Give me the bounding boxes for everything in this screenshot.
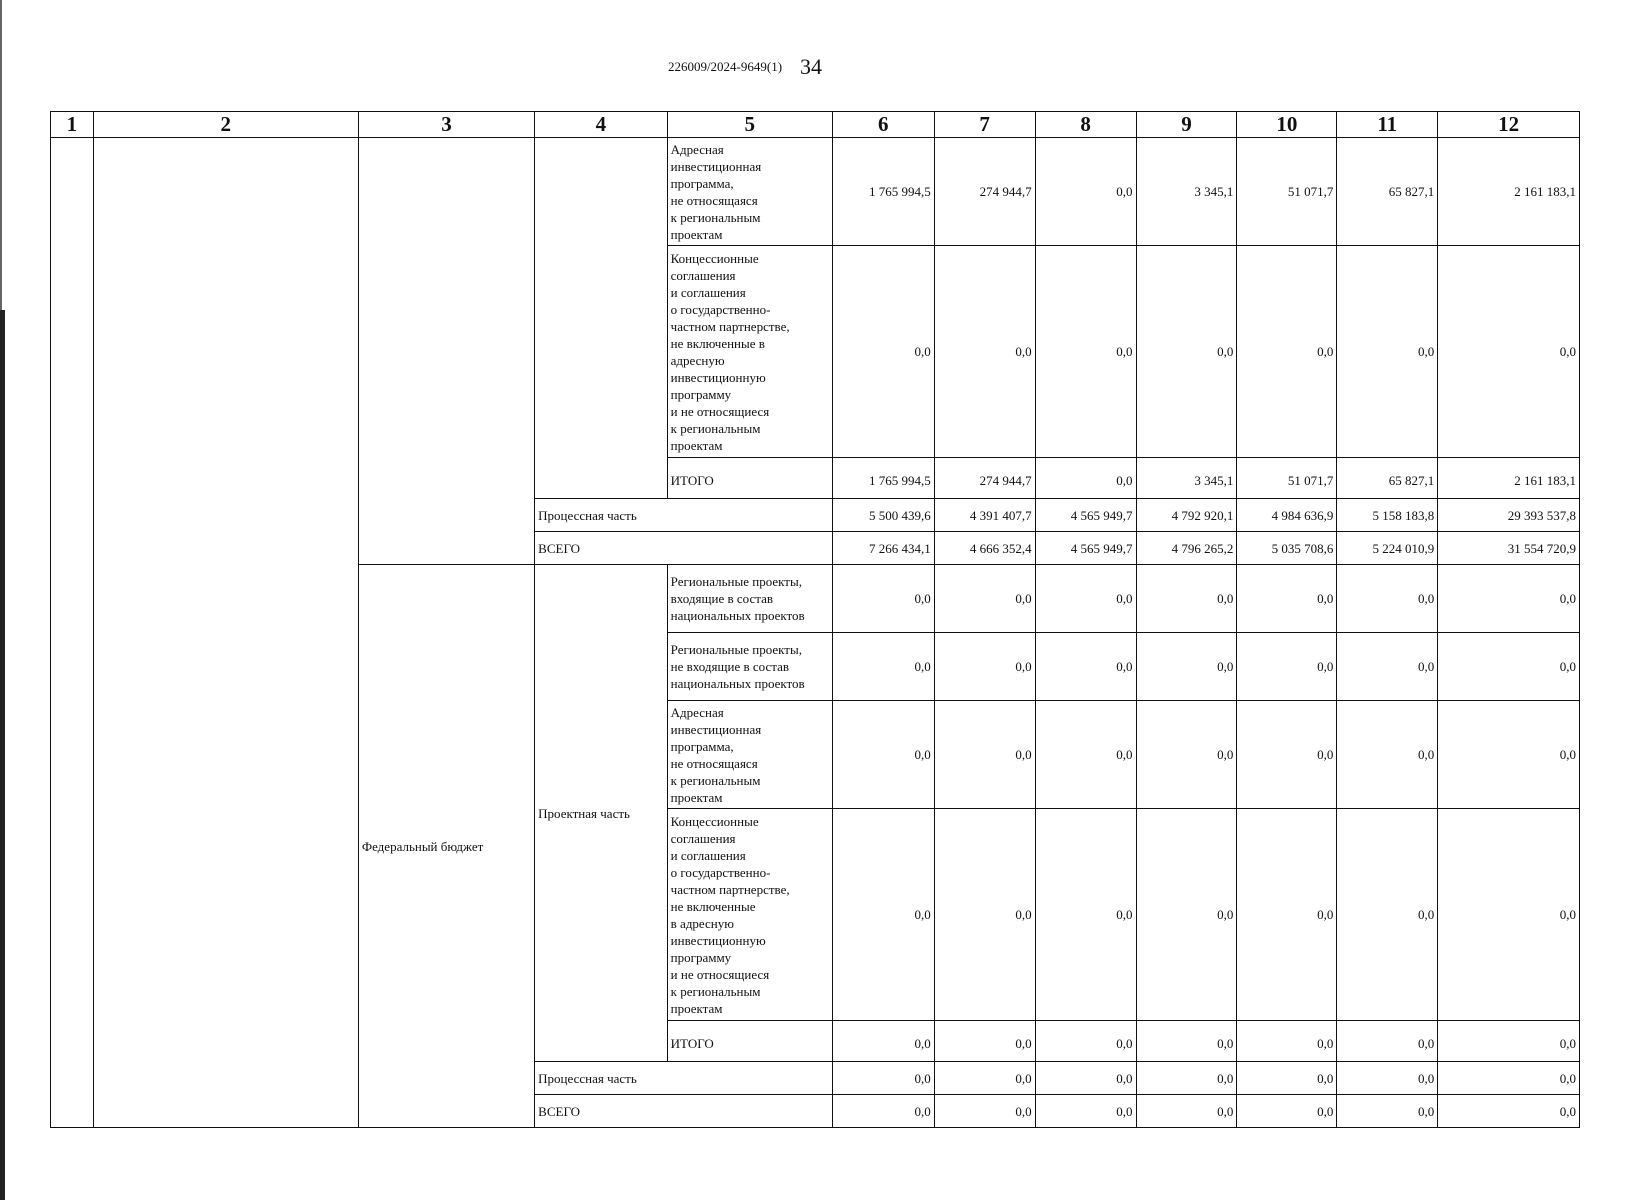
row-label: Региональные проекты, входящие в состав национальных проектов — [667, 565, 832, 633]
page-header — [0, 54, 1490, 80]
value-cell: 29 393 537,8 — [1438, 499, 1580, 532]
row-label: ВСЕГО — [535, 532, 833, 565]
value-cell: 0,0 — [1337, 1095, 1438, 1128]
value-cell: 0,0 — [1438, 1062, 1580, 1095]
column-header: 12 — [1438, 112, 1580, 138]
value-cell: 0,0 — [1237, 1021, 1337, 1062]
value-cell: 0,0 — [934, 1062, 1035, 1095]
row-label: ВСЕГО — [535, 1095, 833, 1128]
column-number-row — [51, 112, 1580, 138]
value-cell: 0,0 — [1237, 809, 1337, 1021]
value-cell: 0,0 — [832, 565, 934, 633]
value-cell: 0,0 — [934, 1021, 1035, 1062]
value-cell: 0,0 — [1035, 633, 1136, 701]
value-cell: 2 161 183,1 — [1438, 138, 1580, 246]
value-cell: 3 345,1 — [1136, 138, 1237, 246]
value-cell: 51 071,7 — [1237, 138, 1337, 246]
value-cell: 0,0 — [1337, 633, 1438, 701]
value-cell: 0,0 — [832, 701, 934, 809]
value-cell: 0,0 — [1237, 1062, 1337, 1095]
value-cell: 0,0 — [1237, 246, 1337, 458]
value-cell: 5 158 183,8 — [1337, 499, 1438, 532]
value-cell: 0,0 — [934, 565, 1035, 633]
value-cell: 0,0 — [1237, 633, 1337, 701]
value-cell: 0,0 — [934, 1095, 1035, 1128]
value-cell: 1 765 994,5 — [832, 138, 934, 246]
row-label: Региональные проекты, не входящие в состав национальных проектов — [667, 633, 832, 701]
value-cell: 0,0 — [1035, 1095, 1136, 1128]
column-header: 3 — [358, 112, 534, 138]
value-cell: 65 827,1 — [1337, 458, 1438, 499]
column-header: 2 — [93, 112, 358, 138]
funding-source-cell: Федеральный бюджет — [358, 565, 534, 1128]
value-cell: 4 666 352,4 — [934, 532, 1035, 565]
row-label: Адресная инвестиционная программа, не относящаяся к региональным проектам — [667, 138, 832, 246]
col2-empty-cell — [93, 138, 358, 1128]
value-cell: 0,0 — [1035, 565, 1136, 633]
value-cell: 5 035 708,6 — [1237, 532, 1337, 565]
value-cell: 4 565 949,7 — [1035, 499, 1136, 532]
value-cell: 5 500 439,6 — [832, 499, 934, 532]
project-part-cell: Проектная часть — [535, 565, 668, 1062]
column-header-row — [51, 112, 1580, 138]
value-cell: 0,0 — [832, 1062, 934, 1095]
column-header: 10 — [1237, 112, 1337, 138]
value-cell: 31 554 720,9 — [1438, 532, 1580, 565]
column-header: 5 — [667, 112, 832, 138]
value-cell: 0,0 — [934, 246, 1035, 458]
value-cell: 0,0 — [934, 701, 1035, 809]
value-cell: 7 266 434,1 — [832, 532, 934, 565]
value-cell: 51 071,7 — [1237, 458, 1337, 499]
value-cell: 0,0 — [1136, 809, 1237, 1021]
value-cell: 0,0 — [1136, 633, 1237, 701]
value-cell: 0,0 — [1136, 1021, 1237, 1062]
value-cell: 0,0 — [1438, 633, 1580, 701]
value-cell: 1 765 994,5 — [832, 458, 934, 499]
budget-table — [50, 111, 1580, 1128]
value-cell: 3 345,1 — [1136, 458, 1237, 499]
row-label: Концессионные соглашения и соглашения о государственно- частном партнерстве, не включенные в адресную инвестиционную программу и не относящиеся к региональным проектам — [667, 246, 832, 458]
value-cell: 0,0 — [832, 633, 934, 701]
value-cell: 4 565 949,7 — [1035, 532, 1136, 565]
value-cell: 0,0 — [1237, 565, 1337, 633]
value-cell: 0,0 — [1136, 1095, 1237, 1128]
row-label: Концессионные соглашения и соглашения о государственно- частном партнерстве, не включенные в адресную инвестиционную программу и не относящиеся к региональным проектам — [667, 809, 832, 1021]
column-header: 6 — [832, 112, 934, 138]
row-label: Процессная часть — [535, 499, 833, 532]
value-cell: 0,0 — [832, 809, 934, 1021]
value-cell: 0,0 — [1035, 138, 1136, 246]
row-label: ИТОГО — [667, 458, 832, 499]
value-cell: 0,0 — [1035, 458, 1136, 499]
value-cell: 0,0 — [1438, 1095, 1580, 1128]
value-cell: 65 827,1 — [1337, 138, 1438, 246]
value-cell: 0,0 — [1035, 701, 1136, 809]
value-cell: 0,0 — [1136, 701, 1237, 809]
value-cell: 4 796 265,2 — [1136, 532, 1237, 565]
value-cell: 0,0 — [1337, 1062, 1438, 1095]
value-cell: 0,0 — [1438, 565, 1580, 633]
col1-empty-cell — [51, 138, 94, 1128]
value-cell: 0,0 — [1035, 246, 1136, 458]
value-cell: 0,0 — [1337, 1021, 1438, 1062]
value-cell: 0,0 — [832, 246, 934, 458]
value-cell: 0,0 — [1337, 246, 1438, 458]
value-cell: 274 944,7 — [934, 458, 1035, 499]
value-cell: 0,0 — [1337, 809, 1438, 1021]
row-label: Процессная часть — [535, 1062, 833, 1095]
value-cell: 0,0 — [1035, 1021, 1136, 1062]
value-cell: 4 792 920,1 — [1136, 499, 1237, 532]
table-row — [51, 138, 1580, 246]
column-header: 1 — [51, 112, 94, 138]
value-cell: 0,0 — [1136, 1062, 1237, 1095]
col3-empty-cell — [358, 138, 534, 565]
row-label: ИТОГО — [667, 1021, 832, 1062]
value-cell: 0,0 — [832, 1095, 934, 1128]
value-cell: 0,0 — [934, 633, 1035, 701]
column-header: 7 — [934, 112, 1035, 138]
column-header: 11 — [1337, 112, 1438, 138]
value-cell: 0,0 — [1035, 809, 1136, 1021]
value-cell: 274 944,7 — [934, 138, 1035, 246]
value-cell: 2 161 183,1 — [1438, 458, 1580, 499]
column-header: 9 — [1136, 112, 1237, 138]
column-header: 8 — [1035, 112, 1136, 138]
value-cell: 0,0 — [1438, 246, 1580, 458]
document-number: 226009/2024-9649(1) — [667, 59, 783, 74]
col4-empty-cell — [535, 138, 668, 499]
value-cell: 0,0 — [1438, 809, 1580, 1021]
value-cell: 0,0 — [1136, 565, 1237, 633]
value-cell: 4 984 636,9 — [1237, 499, 1337, 532]
scan-edge — [0, 310, 5, 1200]
value-cell: 0,0 — [1136, 246, 1237, 458]
value-cell: 0,0 — [1237, 1095, 1337, 1128]
column-header: 4 — [535, 112, 668, 138]
value-cell: 0,0 — [1337, 565, 1438, 633]
value-cell: 0,0 — [1438, 1021, 1580, 1062]
value-cell: 0,0 — [1337, 701, 1438, 809]
value-cell: 0,0 — [832, 1021, 934, 1062]
value-cell: 4 391 407,7 — [934, 499, 1035, 532]
value-cell: 0,0 — [1237, 701, 1337, 809]
value-cell: 0,0 — [934, 809, 1035, 1021]
row-label: Адресная инвестиционная программа, не относящаяся к региональным проектам — [667, 701, 832, 809]
value-cell: 5 224 010,9 — [1337, 532, 1438, 565]
page-number: 34 — [800, 54, 823, 79]
scan-edge — [0, 0, 2, 310]
value-cell: 0,0 — [1035, 1062, 1136, 1095]
value-cell: 0,0 — [1438, 701, 1580, 809]
